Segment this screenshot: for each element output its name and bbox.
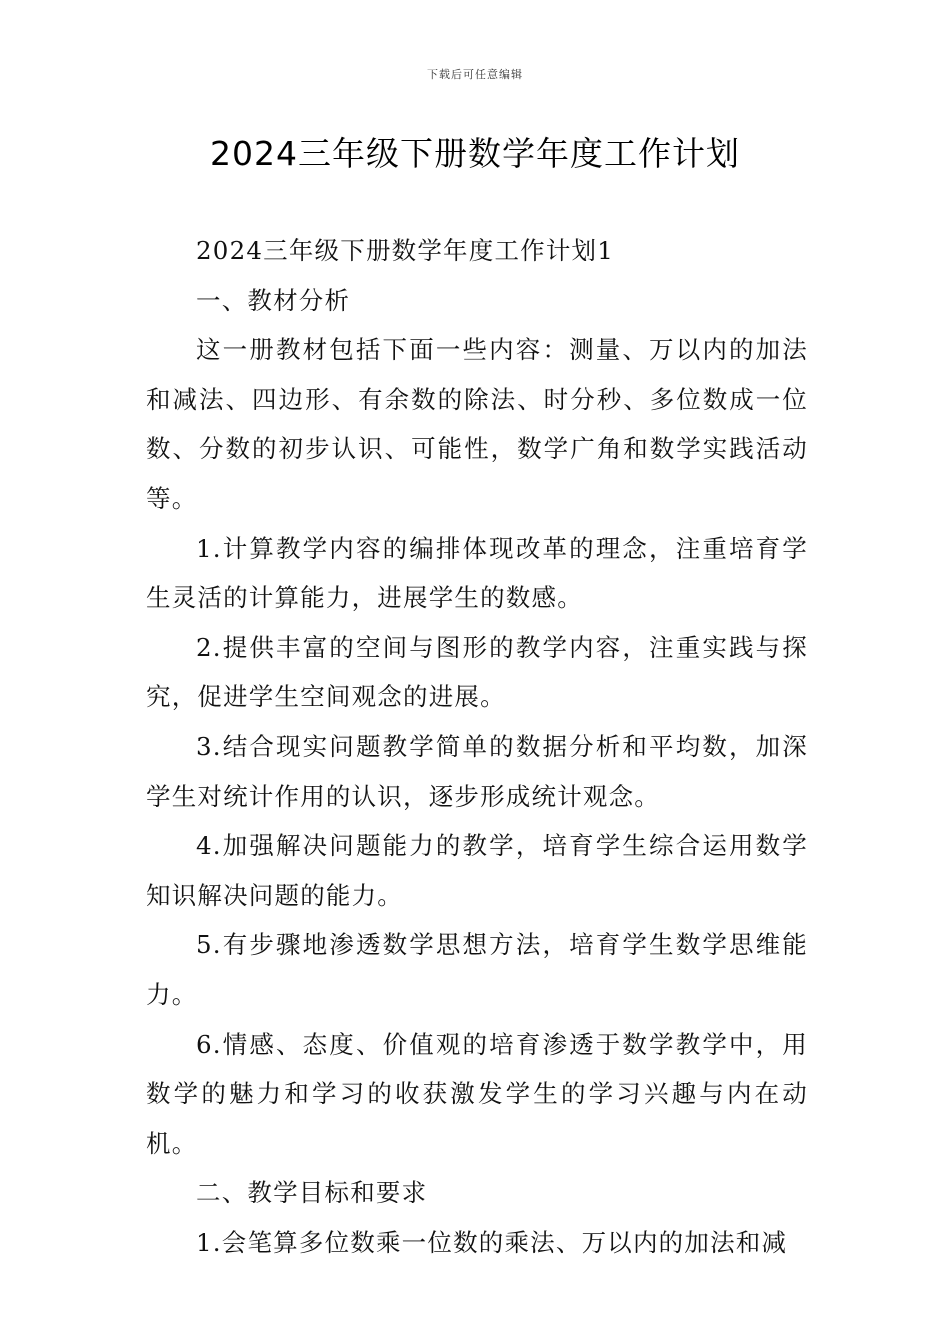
document-body [146,226,808,1267]
list-item: 2.提供丰富的空间与图形的教学内容，注重实践与探究，促进学生空间观念的进展。 [146,632,808,712]
list-item: 1.计算教学内容的编排体现改革的理念，注重培育学生灵活的计算能力，进展学生的数感。 [146,533,808,613]
subsection-heading: 二、教学目标和要求 [196,1178,428,1208]
header-note: 下载后可任意编辑 [427,68,523,81]
list-item: 4.加强解决问题能力的教学，培育学生综合运用数学知识解决问题的能力。 [146,831,808,910]
list-item: 1.会笔算多位数乘一位数的乘法、万以内的加法和减 [196,1227,788,1257]
document-title: 2024三年级下册数学年度工作计划 [210,134,740,173]
list-item: 3.结合现实问题教学简单的数据分析和平均数，加深学生对统计作用的认识，逐步形成统计观念。 [146,731,808,811]
paragraph: 这一册教材包括下面一些内容：测量、万以内的加法和减法、四边形、有余数的除法、时分秒、多位数成一位数、分数的初步认识、可能性，数学广角和数学实践活动等。 [146,335,808,513]
list-item: 5.有步骤地渗透数学思想方法，培育学生数学思维能力。 [146,930,808,1009]
section-heading: 2024三年级下册数学年度工作计划1 [196,236,615,265]
list-item: 6.情感、态度、价值观的培育渗透于数学教学中，用数学的魅力和学习的收获激发学生的学习兴趣与内在动机。 [146,1029,808,1158]
subsection-heading: 一、教材分析 [196,285,351,315]
